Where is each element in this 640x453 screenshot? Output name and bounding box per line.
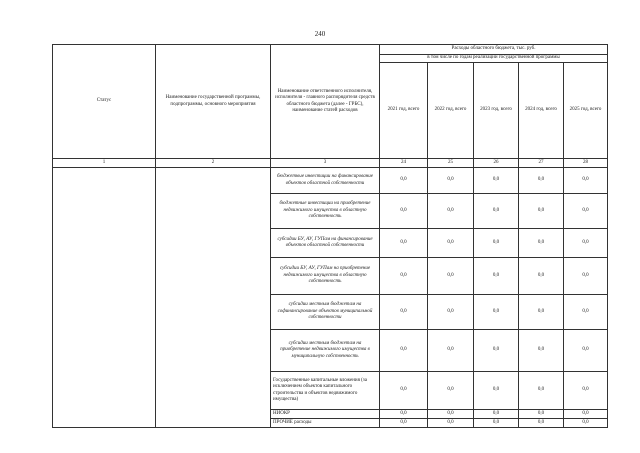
header-status: Статус	[53, 45, 156, 159]
header-year: 2024 год, всего	[519, 63, 564, 159]
row-value: 0,0	[519, 168, 564, 194]
row-value: 0,0	[519, 372, 564, 410]
row-value: 0,0	[428, 229, 474, 258]
row-value: 0,0	[380, 194, 428, 229]
row-value: 0,0	[474, 258, 519, 295]
row-value: 0,0	[380, 258, 428, 295]
row-value: 0,0	[428, 372, 474, 410]
column-number: 2	[156, 159, 271, 168]
row-label: бюджетные инвестиции на приобретение недвижимого имущества в областную собственность	[271, 194, 380, 229]
row-value: 0,0	[428, 258, 474, 295]
header-year: 2022 год, всего	[428, 63, 474, 159]
row-value: 0,0	[519, 410, 564, 419]
header-year: 2021 год, всего	[380, 63, 428, 159]
row-value: 0,0	[380, 419, 428, 428]
row-value: 0,0	[428, 295, 474, 330]
row-value: 0,0	[519, 194, 564, 229]
row-value: 0,0	[380, 168, 428, 194]
row-label: субсидии БУ, АУ, ГУПам на приобретение недвижимого имущества в областную собственность	[271, 258, 380, 295]
row-value: 0,0	[474, 295, 519, 330]
row-value: 0,0	[474, 372, 519, 410]
row-value: 0,0	[474, 410, 519, 419]
row-value: 0,0	[519, 419, 564, 428]
row-value: 0,0	[519, 229, 564, 258]
column-number: 26	[474, 159, 519, 168]
row-label: субсидии местным бюджетам на приобретение недвижимого имущества в муниципальную собственность	[271, 330, 380, 372]
row-label: ПРОЧИЕ расходы	[271, 419, 380, 428]
column-number: 28	[564, 159, 608, 168]
row-value: 0,0	[474, 168, 519, 194]
column-number: 27	[519, 159, 564, 168]
column-number: 3	[271, 159, 380, 168]
row-value: 0,0	[564, 258, 608, 295]
table-row	[53, 168, 608, 194]
row-value: 0,0	[474, 194, 519, 229]
header-year: 2025 год, всего	[564, 63, 608, 159]
row-value: 0,0	[564, 194, 608, 229]
row-value: 0,0	[380, 330, 428, 372]
row-value: 0,0	[428, 330, 474, 372]
column-number: 25	[428, 159, 474, 168]
row-value: 0,0	[564, 168, 608, 194]
row-value: 0,0	[564, 330, 608, 372]
row-value: 0,0	[564, 229, 608, 258]
row-value: 0,0	[428, 419, 474, 428]
row-value: 0,0	[380, 372, 428, 410]
column-number: 1	[53, 159, 156, 168]
row-value: 0,0	[564, 419, 608, 428]
row-value: 0,0	[564, 295, 608, 330]
row-label: бюджетные инвестиции на финансирование объектов областной собственности	[271, 168, 380, 194]
column-number: 24	[380, 159, 428, 168]
row-value: 0,0	[380, 295, 428, 330]
header-responsible: Наименование ответственного исполнителя, исполнителя - главного распорядителя средств областного бюджета (далее - ГРБС), наименование статей расходов	[271, 45, 380, 159]
header-budget-subtitle: в том числе по годам реализации государственной программы	[380, 55, 608, 63]
row-value: 0,0	[564, 372, 608, 410]
row-value: 0,0	[380, 229, 428, 258]
row-value: 0,0	[474, 330, 519, 372]
row-value: 0,0	[428, 168, 474, 194]
row-label: субсидии местным бюджетам на софинансирование объектов муниципальной собственности	[271, 295, 380, 330]
row-value: 0,0	[474, 229, 519, 258]
column-numbers-row	[53, 159, 608, 168]
row-value: 0,0	[519, 258, 564, 295]
header-year: 2023 год, всего	[474, 63, 519, 159]
row-value: 0,0	[428, 194, 474, 229]
header-budget-title: Расходы областного бюджета, тыс. руб.	[380, 45, 608, 55]
row-value: 0,0	[380, 410, 428, 419]
row-label: НИОКР	[271, 410, 380, 419]
row-value: 0,0	[519, 330, 564, 372]
row-value: 0,0	[519, 295, 564, 330]
status-cell	[53, 168, 156, 428]
header-program: Наименование государственной программы, подпрограммы, основного мероприятия	[156, 45, 271, 159]
row-label: Государственные капитальные вложения (за исключением объектов капитального строительства и объектов недвижимого имущества)	[271, 372, 380, 410]
page-number: 240	[314, 30, 326, 38]
row-value: 0,0	[564, 410, 608, 419]
program-cell	[156, 168, 271, 428]
row-label: субсидии БУ, АУ, ГУПам на финансирование объектов областной собственности	[271, 229, 380, 258]
row-value: 0,0	[428, 410, 474, 419]
row-value: 0,0	[474, 419, 519, 428]
budget-table	[52, 44, 608, 428]
